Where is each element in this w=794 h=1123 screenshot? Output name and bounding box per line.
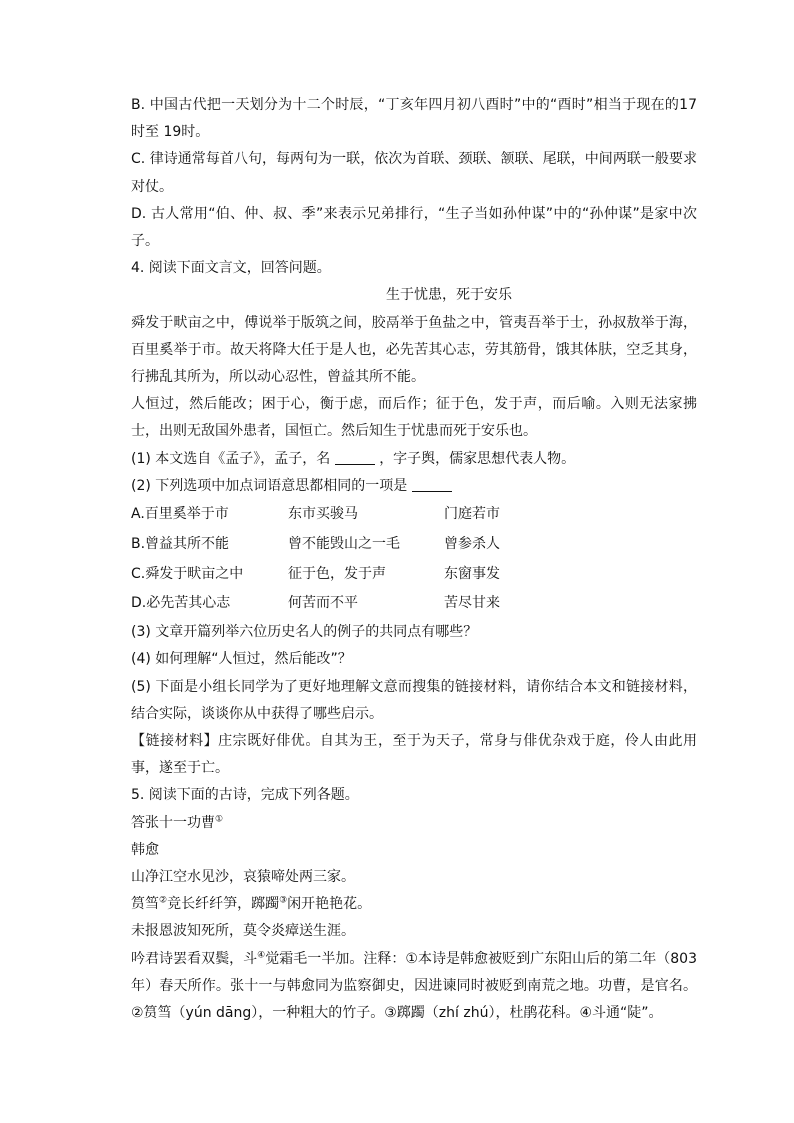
note-marker: ④ [257,950,266,961]
note-marker: ② [159,895,168,906]
option-cell: 何苦而不平 [288,595,358,612]
option-cell: 曾不能毁山之一毛 [288,535,400,552]
q3-option-c: C. 律诗通常每首八句，每两句为一联，依次为首联、颈联、颔联、尾联，中间两联一般要求对仗。 [131,151,697,195]
option-row-c [131,560,697,590]
poem-line-2-b: 竞长纤纤笋，踯躅 [167,896,280,913]
q4-sub5: (5) 下面是小组长同学为了更好地理解文意而搜集的链接材料，请你结合本文和链接材料，结合实际，谈谈你从中获得了哪些启示。 [131,678,697,722]
option-cell: 苦尽甘来 [444,595,500,612]
poem-line-4-and-notes [131,946,697,1028]
option-row-d [131,589,697,619]
poem-line-2-a: 筼筜 [131,896,159,913]
q4-sub2-text: (2) 下列选项中加点词语意思都相同的一项是 [131,477,408,494]
note-marker: ③ [279,895,288,906]
option-row-b [131,530,697,560]
option-cell: 东窗事发 [444,565,500,582]
option-cell: 曾参杀人 [444,535,500,552]
q4-sub3: (3) 文章开篇列举六位历史名人的例子的共同点有哪些？ [131,624,478,641]
poem-line-4-b: 觉霜毛一半加。注释：①本诗是韩愈被贬到广东阳山后的第二年（803年）春天所作。张十一与韩愈同为监察御史，因进谏同时被贬到南荒之地。功曹，是官名。②筼筜（yún dāng），一种粗大的竹子。③踯躅（zhí zhú），杜鹃花科。④斗通“陡”。 [131,950,697,1022]
poem-line-4-a: 吟君诗罢看双鬓，斗 [131,950,258,967]
fill-blank-1 [335,450,375,465]
q4-passage-para2: 人恒过，然后能改；困于心，衡于虑，而后作；征于色，发于声，而后喻。入则无法家拂士，出则无敌国外患者，国恒亡。然后知生于忧患而死于安乐也。 [131,396,697,440]
q5-stem: 5. 阅读下面的古诗，完成下列各题。 [131,787,359,804]
q4-passage-para1: 舜发于畎亩之中，傅说举于版筑之间，胶鬲举于鱼盐之中，管夷吾举于士，孙叔敖举于海，百里奚举于市。故天将降大任于是人也，必先苦其心志，劳其筋骨，饿其体肤，空乏其身，行拂乱其所为，所以动心忍性，曾益其所不能。 [131,314,697,386]
option-cell: D.必先苦其心志 [131,595,231,612]
q4-sub1 [131,446,697,473]
option-cell: B.曾益其所不能 [131,535,230,552]
note-marker: ① [215,814,224,824]
option-cell: 门庭若市 [444,506,500,523]
poem-line-1: 山净江空水见沙，哀猿啼处两三家。 [131,869,355,886]
poem-author: 韩愈 [131,841,159,858]
poem-line-2 [131,891,697,918]
option-cell: C.舜发于畎亩之中 [131,565,244,582]
poem-title-text: 答张十一功曹 [131,814,215,831]
poem-line-3: 未报恩波知死所，莫令炎瘴送生涯。 [131,923,355,940]
q4-sub4: (4) 如何理解“人恒过，然后能改”？ [131,651,352,668]
option-cell: A.百里奚举于市 [131,506,229,523]
q4-stem: 4. 阅读下面文言文，回答问题。 [131,260,331,277]
fill-blank-2 [412,477,452,492]
q3-option-d: D. 古人常用“伯、仲、叔、季”来表示兄弟排行，“生子当如孙仲谋”中的“孙仲谋”是家中次子。 [131,205,697,250]
q4-sub1-text-b: ，字子舆，儒家思想代表人物。 [379,450,576,467]
option-cell: 征于色，发于声 [288,565,386,582]
q3-option-b: B. 中国古代把一天划分为十二个时辰，“丁亥年四月初八酉时”中的“酉时”相当于现在的17时至 19时。 [131,97,697,141]
document-page [131,92,697,1027]
option-row-a [131,500,697,530]
q4-sub1-text-a: (1) 本文选自《孟子》，孟子，名 [131,450,331,467]
option-cell: 东市买骏马 [288,506,358,523]
poem-line-2-c: 闲开艳艳花。 [287,896,372,913]
poem-title [131,810,697,837]
q4-link-material: 【链接材料】庄宗既好俳优。自其为王，至于为天子，常身与俳优杂戏于庭，伶人由此用事，遂至于亡。 [131,733,697,777]
q4-passage-title: 生于忧患，死于安乐 [386,287,512,304]
q4-sub2 [131,473,697,500]
